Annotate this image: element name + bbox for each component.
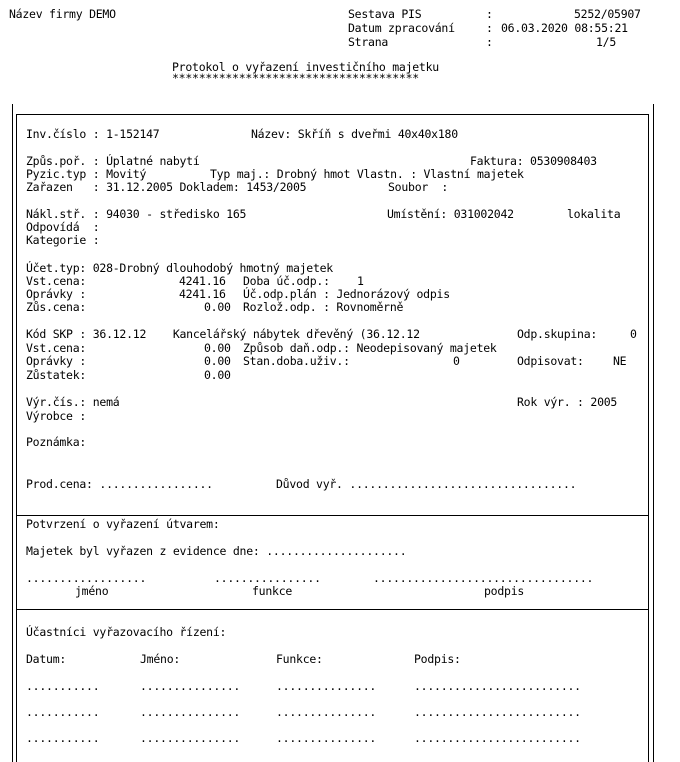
- signature-caption: podpis: [484, 584, 525, 598]
- col-name-header: Jméno:: [140, 652, 181, 666]
- row-function-dots: ...............: [276, 679, 377, 693]
- report-colon: :: [486, 7, 493, 21]
- sale-price: Prod.cena: .................: [26, 477, 213, 491]
- tax-depreciation-value: 0.00: [204, 354, 231, 368]
- row-date-dots: ...........: [26, 705, 100, 719]
- file-field: Soubor :: [388, 180, 449, 194]
- function-dots: ................: [214, 571, 321, 585]
- name-dots: ..................: [26, 571, 147, 585]
- report-label: Sestava PIS: [348, 7, 422, 21]
- acc-depreciation-period-value: 1: [357, 274, 364, 288]
- document-title: Protokol o vyřazení investičního majetku: [172, 60, 439, 74]
- row-name-dots: ...............: [140, 679, 241, 693]
- row-name-dots: ...............: [140, 705, 241, 719]
- page-number: 1/5: [596, 35, 617, 49]
- col-date-header: Datum:: [26, 652, 67, 666]
- right-border: [648, 114, 649, 762]
- tax-group-value: 0: [630, 327, 637, 341]
- row-signature-dots: .........................: [414, 705, 581, 719]
- section-divider: [16, 515, 648, 516]
- acc-entry-price-value: 4241.16: [179, 274, 226, 288]
- col-signature-header: Podpis:: [414, 652, 461, 666]
- acc-residual-label: Zůs.cena:: [26, 300, 87, 314]
- left-border: [16, 114, 17, 762]
- page-colon: :: [486, 35, 493, 49]
- tax-balance-value: 0.00: [204, 368, 231, 382]
- date-colon: :: [486, 21, 493, 35]
- confirmation-title: Potvrzení o vyřazení útvarem:: [26, 517, 220, 531]
- accounting-type: Účet.typ: 028-Drobný dlouhodobý hmotný majetek: [26, 261, 333, 275]
- acc-entry-price-label: Vst.cena:: [26, 274, 87, 288]
- disposal-reason: Důvod vyř. ..................................: [276, 477, 577, 491]
- tax-depreciation-label: Oprávky :: [26, 354, 87, 368]
- participants-title: Účastníci vyřazovacího řízení:: [26, 625, 227, 639]
- tax-usage-period-value: 0: [453, 354, 460, 368]
- placement-date: Zařazen : 31.12.2005 Dokladem: 1453/2005: [26, 180, 307, 194]
- category: Kategorie :: [26, 233, 100, 247]
- acc-depreciation-label: Oprávky :: [26, 287, 87, 301]
- date-label: Datum zpracování: [348, 21, 455, 35]
- row-function-dots: ...............: [276, 705, 377, 719]
- title-underline-stars: *************************************: [172, 71, 419, 85]
- tax-depreciate-value: NE: [613, 354, 627, 368]
- note: Poznámka:: [26, 435, 87, 449]
- tax-entry-price-value: 0.00: [204, 341, 231, 355]
- row-date-dots: ...........: [26, 731, 100, 745]
- row-function-dots: ...............: [276, 731, 377, 745]
- col-function-header: Funkce:: [276, 652, 323, 666]
- locality: lokalita: [567, 207, 621, 221]
- name-caption: jméno: [75, 584, 109, 598]
- left-double-border: [12, 104, 13, 762]
- asset-name: Název: Skříň s dveřmi 40x40x180: [251, 127, 458, 141]
- tax-entry-price-label: Vst.cena:: [26, 341, 87, 355]
- page-label: Strana: [348, 35, 389, 49]
- production-year: Rok výr. : 2005: [517, 395, 618, 409]
- section-divider-2: [16, 609, 648, 610]
- physical-type: Pyzic.typ : Movitý: [26, 167, 147, 181]
- tax-skp-code: Kód SKP : 36.12.12 Kancelářský nábytek dřevěný (36.12.12: [26, 327, 420, 341]
- acquisition-method: Způs.poř. : Úplatné nabytí: [26, 154, 200, 168]
- inventory-number: Inv.číslo : 1-152147: [26, 127, 160, 141]
- row-signature-dots: .........................: [414, 731, 581, 745]
- responsible-person: Odpovídá :: [26, 220, 100, 234]
- location: Umístění: 031002042: [387, 207, 514, 221]
- frame-top-line: [16, 114, 648, 115]
- row-signature-dots: .........................: [414, 679, 581, 693]
- acc-spread-method: Rozlož.odp. : Rovnoměrně: [243, 300, 404, 314]
- tax-group-label: Odp.skupina:: [517, 327, 598, 341]
- cost-center: Nákl.stř. : 94030 - středisko 165: [26, 207, 247, 221]
- row-name-dots: ...............: [140, 731, 241, 745]
- asset-type-ownership: Typ maj.: Drobný hmot Vlastn. : Vlastní majetek: [210, 167, 524, 181]
- acc-depreciation-value: 4241.16: [179, 287, 226, 301]
- function-caption: funkce: [252, 584, 293, 598]
- tax-usage-period-label: Stan.doba.uživ.:: [243, 354, 350, 368]
- removal-date-line: Majetek byl vyřazen z evidence dne: .....................: [26, 544, 407, 558]
- invoice-number: Faktura: 0530908403: [470, 154, 597, 168]
- acc-depreciation-plan: Úč.odp.plán : Jednorázový odpis: [243, 287, 450, 301]
- right-double-border: [653, 104, 654, 762]
- tax-depreciation-method: Způsob daň.odp.: Neodepisovaný majetek: [243, 341, 497, 355]
- report-value: 5252/05907: [574, 7, 641, 21]
- tax-balance-label: Zůstatek:: [26, 368, 87, 382]
- manufacturer: Výrobce :: [26, 409, 87, 423]
- acc-depreciation-period-label: Doba úč.odp.:: [243, 274, 330, 288]
- tax-depreciate-label: Odpisovat:: [517, 354, 584, 368]
- acc-residual-value: 0.00: [204, 300, 231, 314]
- serial-number: Výr.čís.: nemá: [26, 395, 120, 409]
- row-date-dots: ...........: [26, 679, 100, 693]
- company-name: Název firmy DEMO: [9, 7, 116, 21]
- date-value: 06.03.2020 08:55:21: [501, 21, 628, 35]
- signature-dots: .................................: [373, 571, 594, 585]
